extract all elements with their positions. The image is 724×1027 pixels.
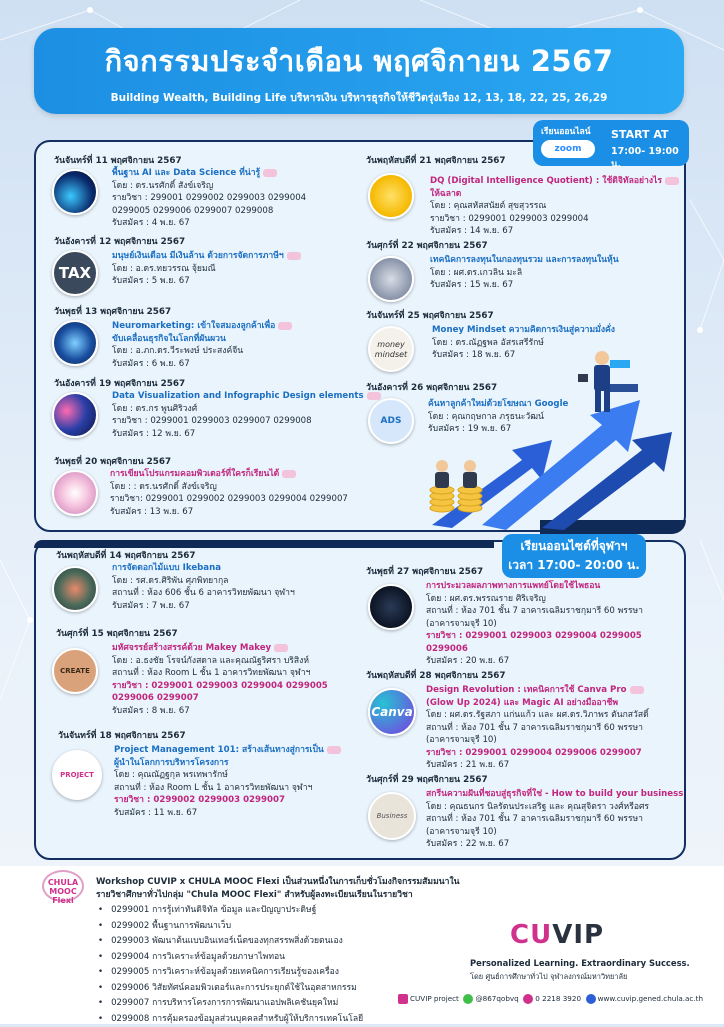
- google-ads-thumbnail: ADS: [368, 398, 414, 444]
- event-deadline: รับสมัคร : 15 พ.ย. 67: [430, 279, 619, 292]
- course-list: [98, 903, 363, 1027]
- event-place: สถานที่ : ห้อง 701 ชั้น 7 อาคารเฉลิมราชกุมารี 60 พรรษา: [426, 605, 643, 618]
- course-item: • 0299003 พัฒนาต้นแบบอินเทอร์เน็ตของทุกสรรพสิ่งด้วยตนเอง: [98, 934, 363, 950]
- money-mindset-thumbnail: money mindset: [368, 326, 414, 372]
- event-date: วันศุกร์ที่ 29 พฤศจิกายน 2567: [366, 774, 488, 787]
- event-deadline: รับสมัคร : 6 พ.ย. 67: [112, 358, 292, 371]
- event-courses: รายวิชา: 0299001 0299002 0299003 0299004 0299007: [110, 493, 348, 506]
- event-speaker: โดย : คุณณัฏฐกุล พรเทพารักษ์: [114, 769, 341, 782]
- zoom-logo: zoom: [541, 140, 595, 158]
- event-place-cont: (อาคารจามจุรี 10): [426, 618, 643, 631]
- event-speaker: โดย : ผศ.ดร.รัฐสภา แก่นแก้ว และ ผศ.ดร.วิภาพร ตันกสวัสดิ์: [426, 709, 649, 722]
- event-nov-15: [52, 628, 362, 720]
- event-courses: รายวิชา : 0299001 0299003 0299004: [430, 213, 679, 226]
- event-date: วันพุธที่ 13 พฤศจิกายน 2567: [54, 306, 171, 319]
- event-text: [112, 167, 306, 230]
- online-label: เรียนออนไลน์: [541, 124, 591, 138]
- event-courses-cont: 0299006: [426, 643, 643, 656]
- cuvip-logo-vip: VIP: [552, 920, 604, 950]
- event-title: เทคนิคการลงทุนในกองทุนรวม และการลงทุนในหุ้น: [430, 254, 619, 267]
- event-place: สถานที่ : ห้อง Room L ชั้น 1 อาคารวิทยพัฒนา จุฬาฯ: [114, 782, 341, 795]
- mooc-badge-icon: [630, 686, 644, 694]
- mooc-badge-icon: [287, 252, 301, 260]
- event-place-cont: (อาคารจามจุรี 10): [426, 826, 683, 839]
- footer-intro: [96, 876, 460, 901]
- event-text: [112, 320, 292, 370]
- cuvip-logo: [510, 920, 604, 950]
- event-date: วันศุกร์ที่ 15 พฤศจิกายน 2567: [56, 628, 178, 641]
- event-nov-14: [52, 550, 352, 622]
- footer-intro-line1: Workshop CUVIP x CHULA MOOC Flexi เป็นส่วนหนึ่งในการเก็บชั่วโมงกิจกรรมสัมมนาใน: [96, 876, 460, 889]
- event-nov-11: [52, 155, 352, 235]
- onsite-time: เวลา 17:00- 20:00 น.: [502, 556, 646, 575]
- event-text: [430, 175, 679, 238]
- event-text: [112, 250, 301, 288]
- event-speaker: โดย : อ.ดร.ทยวรรณ จุ้ยมณี: [112, 263, 301, 276]
- event-deadline: รับสมัคร : 4 พ.ย. 67: [112, 217, 306, 230]
- mooc-badge-icon: [327, 746, 341, 754]
- event-nov-18: [52, 730, 362, 830]
- event-date: วันพุธที่ 20 พฤศจิกายน 2567: [54, 456, 171, 469]
- ikebana-thumbnail: [52, 566, 98, 612]
- event-deadline: รับสมัคร : 5 พ.ย. 67: [112, 275, 301, 288]
- project-management-thumbnail: PROJECT: [52, 750, 102, 800]
- facebook-link[interactable]: CUVIP project: [410, 994, 459, 1003]
- programming-thumbnail: [52, 470, 98, 516]
- event-speaker: โดย : ดร.นรศักดิ์ สังข์เจริญ: [112, 180, 306, 193]
- event-title-line2: ขับเคลื่อนธุรกิจในโลกที่ผันผวน: [112, 333, 292, 346]
- event-courses: รายวิชา : 0299001 0299003 0299004 0299005: [426, 630, 643, 643]
- event-title: การประมวลผลภาพทางการแพทย์โดยใช้ไพธอน: [426, 580, 643, 593]
- digital-intelligence-thumbnail: [368, 173, 414, 219]
- event-place: สถานที่ : ห้อง 606 ชั้น 6 อาคารวิทยพัฒนา จุฬาฯ: [112, 587, 295, 600]
- event-title: Neuromarketing: เข้าใจสมองลูกค้าเพื่อ: [112, 320, 292, 333]
- line-id[interactable]: @867qobvq: [475, 994, 518, 1003]
- event-title-line2: ผู้นำในโลกการบริหารโครงการ: [114, 757, 341, 770]
- event-deadline: รับสมัคร : 13 พ.ย. 67: [110, 506, 348, 519]
- event-title: มนุษย์เงินเดือน มีเงินล้าน ด้วยการจัดการภาษีฯ: [112, 250, 301, 263]
- event-text: [112, 390, 381, 440]
- course-item: • 0299004 การวิเคราะห์ข้อมูลด้วยภาษาไพทอน: [98, 950, 363, 966]
- build-business-thumbnail: Business: [368, 792, 416, 840]
- event-nov-12: [52, 236, 352, 304]
- event-nov-22: [366, 240, 676, 306]
- event-text: [430, 254, 619, 292]
- phone-number[interactable]: 0 2218 3920: [535, 994, 581, 1003]
- event-courses: รายวิชา : 0299001 0299003 0299004 0299005: [112, 680, 328, 693]
- website-link[interactable]: www.cuvip.gened.chula.ac.th: [598, 994, 703, 1003]
- investment-thumbnail: [368, 256, 414, 302]
- event-nov-21: [366, 155, 676, 235]
- event-deadline: รับสมัคร : 18 พ.ย. 67: [432, 349, 615, 362]
- event-courses: รายวิชา : 0299001 0299003 0299007 0299008: [112, 415, 381, 428]
- event-speaker: โดย : : ดร.นรศักดิ์ สังข์เจริญ: [110, 481, 348, 494]
- event-date: วันพฤหัสบดีที่ 28 พฤศจิกายน 2567: [366, 670, 506, 683]
- event-title: Data Visualization and Infographic Design elements: [112, 390, 381, 403]
- header-banner: [34, 28, 684, 114]
- event-deadline: รับสมัคร : 14 พ.ย. 67: [430, 225, 679, 238]
- event-text: [112, 562, 295, 612]
- online-time: 17:00- 19:00 น.: [611, 146, 689, 172]
- mooc-badge-icon: [665, 177, 679, 185]
- event-deadline: รับสมัคร : 12 พ.ย. 67: [112, 428, 381, 441]
- event-courses: รายวิชา : 0299001 0299004 0299006 0299007: [426, 747, 649, 760]
- contact-bar: [398, 994, 703, 1004]
- mooc-badge-icon: [263, 169, 277, 177]
- course-item: • 0299001 การรู้เท่าทันดิจิทัล ข้อมูล และปัญญาประดิษฐ์: [98, 903, 363, 919]
- onsite-label: เรียนออนไซต์ที่จุฬาฯ: [502, 534, 646, 556]
- event-deadline: รับสมัคร : 8 พ.ย. 67: [112, 705, 328, 718]
- event-speaker: โดย : คุณกฤษกาล ภรุธนะวัฒน์: [428, 411, 568, 424]
- mooc-badge-icon: [274, 644, 288, 652]
- event-courses: รายวิชา : 299001 0299002 0299003 0299004: [112, 192, 306, 205]
- facebook-icon: [398, 994, 408, 1004]
- neuromarketing-thumbnail: [52, 320, 98, 366]
- event-text: [426, 580, 643, 668]
- event-deadline: รับสมัคร : 11 พ.ย. 67: [114, 807, 341, 820]
- event-speaker: โดย : ดร.ณัฏฐพล อัสรเสรีรักษ์: [432, 337, 615, 350]
- event-speaker: โดย : คุณธนกร นิลรัตนประเสริฐ และ คุณสุจิตรา วงศ์หรีอศร: [426, 801, 683, 814]
- event-nov-13: [52, 306, 352, 376]
- event-date: วันจันทร์ที่ 11 พฤศจิกายน 2567: [54, 155, 182, 168]
- event-date: วันพุธที่ 27 พฤศจิกายน 2567: [366, 566, 483, 579]
- event-nov-27: [366, 566, 676, 666]
- event-text: [426, 684, 649, 772]
- event-date: วันจันทร์ที่ 18 พฤศจิกายน 2567: [58, 730, 186, 743]
- cuvip-logo-cu: CU: [510, 920, 552, 950]
- event-nov-19: [52, 378, 352, 448]
- event-title: ค้นหาลูกค้าใหม่ด้วยโฆษณา Google: [428, 398, 568, 411]
- course-item: • 0299006 วิสัยทัศน์คอมพิวเตอร์และการประยุกต์ใช้ในอุตสาหกรรม: [98, 981, 363, 997]
- page-title: กิจกรรมประจำเดือน พฤศจิกายน 2567: [34, 38, 684, 84]
- event-speaker: โดย : ผศ.ดร.เกวลิน มะลิ: [430, 267, 619, 280]
- phone-icon: [523, 994, 533, 1004]
- chula-mooc-flexi-logo: CHULA MOOC Flexi: [42, 870, 84, 902]
- event-deadline: รับสมัคร : 19 พ.ย. 67: [428, 423, 568, 436]
- event-title: สกรีนความฝันที่ชอบสู่ธุรกิจที่ใช่ - How to build your business: [426, 788, 683, 801]
- course-item: • 0299002 พื้นฐานการพัฒนาเว็บ: [98, 919, 363, 935]
- line-icon: [463, 994, 473, 1004]
- event-deadline: รับสมัคร : 20 พ.ย. 67: [426, 655, 643, 668]
- event-text: [114, 744, 341, 819]
- event-title: Money Mindset ความคิดการเงินสู่ความมั่งคั่ง: [432, 324, 615, 337]
- medical-imaging-thumbnail: [368, 584, 414, 630]
- event-date: วันอังคารที่ 26 พฤศจิกายน 2567: [366, 382, 497, 395]
- event-deadline: รับสมัคร : 7 พ.ย. 67: [112, 600, 295, 613]
- tax-thumbnail: TAX: [52, 250, 98, 296]
- event-nov-29: [366, 774, 682, 854]
- event-speaker: โดย : ผศ.ดร.พรรณราย ศิริเจริญ: [426, 593, 643, 606]
- event-text: [112, 642, 328, 717]
- event-title: Project Management 101: สร้างเส้นทางสู่การเป็น: [114, 744, 341, 757]
- event-title: การเขียนโปรแกรมคอมพิวเตอร์ที่ใครก็เรียนได้: [110, 468, 348, 481]
- page-subtitle: Building Wealth, Building Life บริหารเงิน บริหารธุรกิจให้ชีวิตรุ่งเรือง 12, 13, 18, 22, 25, 26,29: [34, 89, 684, 106]
- data-visualization-thumbnail: [52, 392, 98, 438]
- event-date: วันศุกร์ที่ 22 พฤศจิกายน 2567: [366, 240, 488, 253]
- event-deadline: รับสมัคร : 22 พ.ย. 67: [426, 838, 683, 851]
- event-text: [110, 468, 348, 518]
- event-speaker: โดย : อ.ธงชัย โรจน์กังสดาล และคุณณัฐริศรา บริสิงห์: [112, 655, 328, 668]
- event-nov-28: [366, 670, 676, 770]
- event-title: DQ (Digital Intelligence Quotient) : ใช้ดิจิทัลอย่างไร: [430, 175, 679, 188]
- event-speaker: โดย : อ.ภก.ดร.วีระพงษ์ ประสงค์จีน: [112, 345, 292, 358]
- event-title: พื้นฐาน AI และ Data Science ที่น่ารู้: [112, 167, 306, 180]
- event-title: มหัศจรรย์สร้างสรรค์ด้วย Makey Makey: [112, 642, 328, 655]
- course-item: • 0299008 การคุ้มครองข้อมูลส่วนบุคคลสำหรับผู้ให้บริการเทคโนโลยี: [98, 1012, 363, 1027]
- event-speaker: โดย : รศ.ดร.ศิริพัน ศุภพิทยากุล: [112, 575, 295, 588]
- makey-makey-thumbnail: CREATE: [52, 648, 98, 694]
- event-courses-cont: 0299006 0299007: [112, 692, 328, 705]
- event-place-cont: (อาคารจามจุรี 10): [426, 734, 649, 747]
- course-item: • 0299005 การวิเคราะห์ข้อมูลด้วยเทคนิคการเรียนรู้ของเครื่อง: [98, 965, 363, 981]
- mooc-badge-icon: [278, 322, 292, 330]
- web-icon: [586, 994, 596, 1004]
- cuvip-org: โดย ศูนย์การศึกษาทั่วไป จุฬาลงกรณ์มหาวิทยาลัย: [470, 971, 627, 983]
- event-title: การจัดดอกไม้แบบ Ikebana: [112, 562, 295, 575]
- event-date: วันพฤหัสบดีที่ 14 พฤศจิกายน 2567: [56, 550, 196, 563]
- start-at-label: START AT: [611, 128, 669, 141]
- footer-intro-line2: รายวิชาศึกษาทั่วไปกลุ่ม "Chula MOOC Flexi" สำหรับผู้ลงทะเบียนเรียนในรายวิชา: [96, 889, 460, 902]
- cuvip-tagline: Personalized Learning. Extraordinary Success.: [470, 958, 690, 968]
- event-speaker: โดย : คุณสหัสสนัยต์ สุขสุวรรณ: [430, 200, 679, 213]
- event-date: วันอังคารที่ 12 พฤศจิกายน 2567: [54, 236, 185, 249]
- course-item: • 0299007 การบริหารโครงการการพัฒนาแอปพลิเคชันยุคใหม่: [98, 996, 363, 1012]
- growth-arrow-illustration: [412, 340, 682, 530]
- event-date: วันพฤหัสบดีที่ 21 พฤศจิกายน 2567: [366, 155, 506, 168]
- event-date: วันจันทร์ที่ 25 พฤศจิกายน 2567: [366, 310, 494, 323]
- event-place: สถานที่ : ห้อง 701 ชั้น 7 อาคารเฉลิมราชกุมารี 60 พรรษา: [426, 722, 649, 735]
- event-deadline: รับสมัคร : 21 พ.ย. 67: [426, 759, 649, 772]
- event-place: สถานที่ : ห้อง 701 ชั้น 7 อาคารเฉลิมราชกุมารี 60 พรรษา: [426, 813, 683, 826]
- ai-data-science-thumbnail: [52, 169, 98, 215]
- event-courses-cont: 0299005 0299006 0299007 0299008: [112, 205, 306, 218]
- onsite-panel-top-bar: [34, 540, 494, 548]
- event-place: สถานที่ : ห้อง Room L ชั้น 1 อาคารวิทยพัฒนา จุฬาฯ: [112, 667, 328, 680]
- event-speaker: โดย : ดร.กร พูนศิริวงศ์: [112, 403, 381, 416]
- event-date: วันอังคารที่ 19 พฤศจิกายน 2567: [54, 378, 185, 391]
- event-title-line2: (Glow Up 2024) และ Magic AI อย่างมืออาชีพ: [426, 697, 649, 710]
- event-nov-20: [52, 456, 372, 526]
- event-courses: รายวิชา : 0299002 0299003 0299007: [114, 794, 341, 807]
- canva-thumbnail: Canva: [368, 688, 416, 736]
- event-title-line2: ให้ฉลาด: [430, 188, 679, 201]
- event-text: [426, 788, 683, 851]
- event-title: Design Revolution : เทคนิคการใช้ Canva Pro: [426, 684, 649, 697]
- mooc-badge-icon: [282, 470, 296, 478]
